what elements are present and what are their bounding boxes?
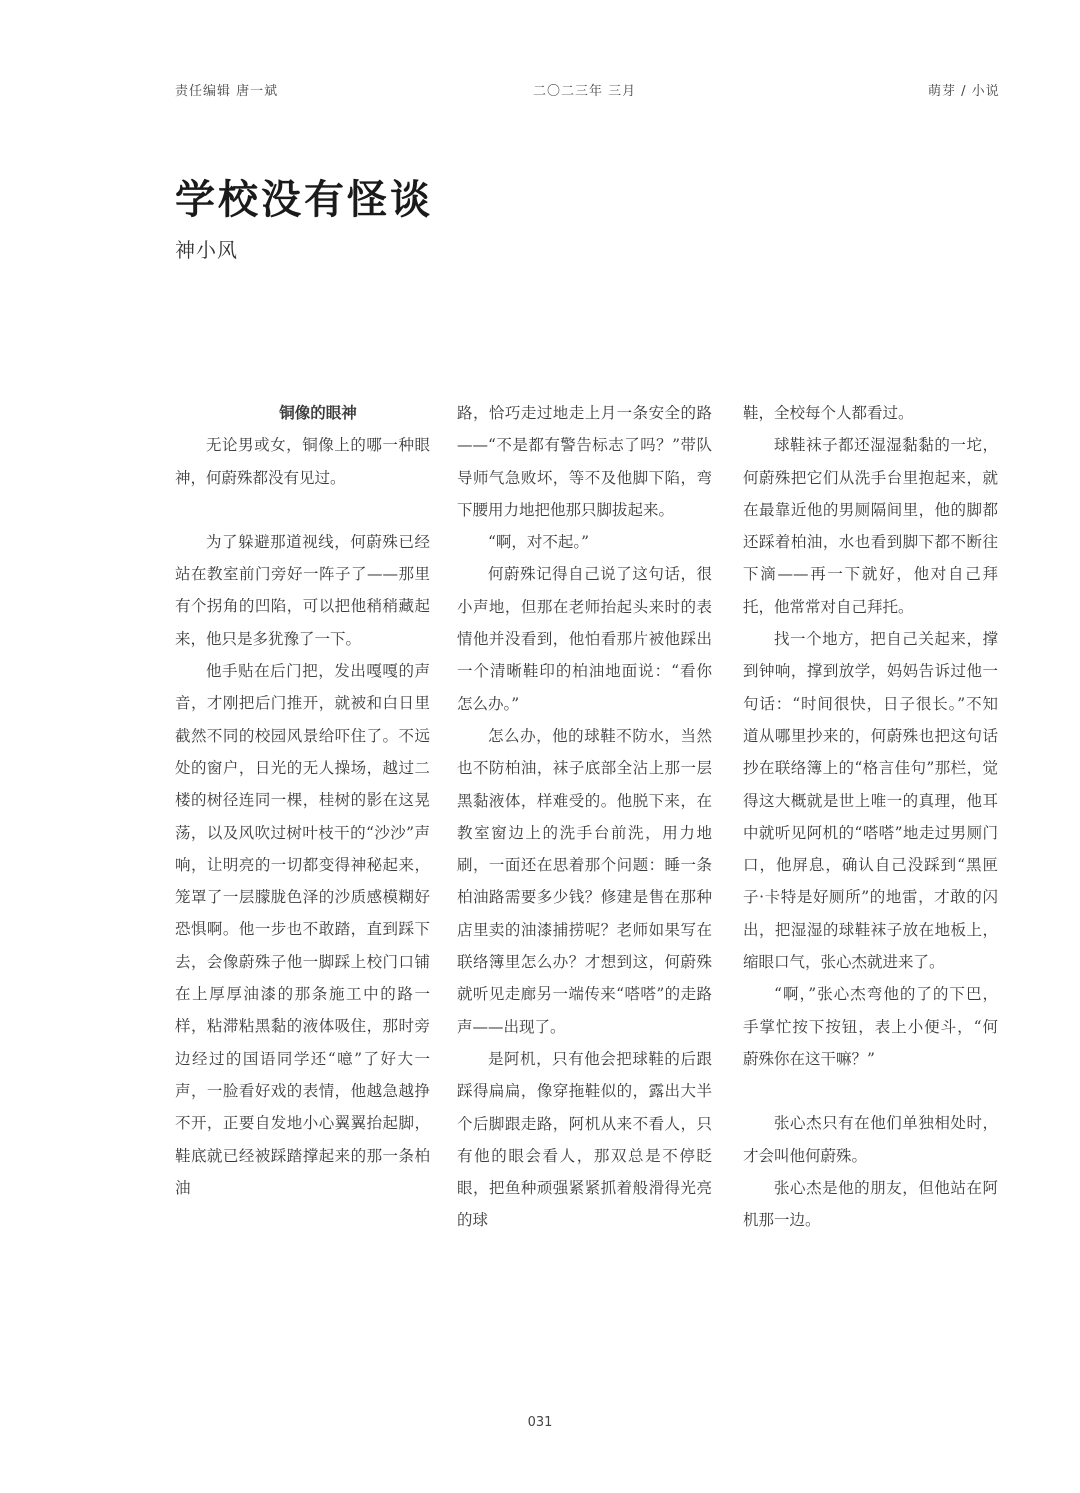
paragraph: 他手贴在后门把，发出嘎嘎的声音，才刚把后门推开，就被和白日里截然不同的校园风景给吓住了。不远处的窗户，日光的无人操场，越过二楼的树径连同一棵，桂树的影在这晃荡，以及风吹过树叶枝干的“沙沙”声响，让明亮的一切都变得神秘起来，笼罩了一层朦胧色泽的沙质感模糊好恐惧啊。他一步也不敢踏，直到踩下去，会像蔚殊子他一脚踩上校门口铺在上厚厚油漆的那条施工中的路一样，粘滞粘黑黏的液体吸住，那时旁边经过的国语同学还“噫”了好大一声，一脸看好戏的表情，他越急越挣不开，正要自发地小心翼翼抬起脚，鞋底就已经被踩踏撑起来的那一条柏油 [175,662,430,1197]
article-author: 神小风 [175,238,238,262]
section-heading: 铜像的眼神 [279,403,357,422]
paragraph: 球鞋袜子都还湿湿黏黏的一坨，何蔚殊把它们从洗手台里抱起来，就在最靠近他的男厕隔间里，他的脚都还踩着柏油，水也看到脚下都不断往下滴——再一下就好，他对自己拜托，他常常对自己拜托。 [743,436,998,616]
paragraph: 是阿机，只有他会把球鞋的后跟踩得扁扁，像穿拖鞋似的，露出大半个后脚跟走路，阿机从来不看人，只有他的眼会看人，那双总是不停眨眼，把鱼种顽强紧紧抓着般滑得光亮的球 [457,1049,712,1230]
paragraph: 路，恰巧走过地走上月一条安全的路——“不是都有警告标志了吗？”带队导师气急败坏，等不及他脚下陷，弯下腰用力地把他那只脚拔起来。 [457,404,712,519]
paragraph: 鞋，全校每个人都看过。 [743,404,914,422]
paragraph: 找一个地方，把自己关起来，撑到钟响，撑到放学，妈妈告诉过他一句话：“时间很快，日子很长。”不知道从哪里抄来的，何蔚殊也把这句话抄在联络簿上的“格言佳句”那栏，觉得这大概就是世上唯一的真理，他耳中就听见阿机的“嗒嗒”地走过男厕门口，他屏息，确认自己没踩到“黑匣子·卡特是好厕所”的地雷，才敢的闪出，把湿湿的球鞋袜子放在地板上，缩眼口气，张心杰就进来了。 [743,630,998,972]
paragraph: 为了躲避那道视线，何蔚殊已经站在教室前门旁好一阵子了——那里有个拐角的凹陷，可以把他稍稍藏起来，他只是多犹豫了一下。 [175,532,430,648]
text-column-1 [175,397,430,1204]
paragraph: 张心杰是他的朋友，但他站在阿机那一边。 [743,1178,998,1230]
text-column-3 [743,397,998,1236]
article-title: 学校没有怪谈 [175,176,433,223]
editor-credit: 责任编辑 唐一斌 [175,84,279,99]
paragraph: “啊，”张心杰弯他的了的下巴，手掌忙按下按钮，表上小便斗，“何蔚殊你在这干嘛？” [743,985,998,1068]
text-column-2 [457,397,712,1237]
paragraph: “啊，对不起。” [488,533,590,552]
paragraph: 张心杰只有在他们单独相处时，才会叫他何蔚殊。 [743,1114,998,1165]
issue-date: 二〇二三年 三月 [533,84,637,99]
paragraph: 何蔚殊记得自己说了这句话，很小声地，但那在老师抬起头来时的表情他并没看到，他怕看那片被他踩出一个清晰鞋印的柏油地面说：“看你怎么办。” [457,565,712,713]
page-number: 031 [527,1415,553,1430]
paragraph: 无论男或女，铜像上的哪一种眼神，何蔚殊都没有见过。 [175,436,430,487]
section-label: 萌芽 / 小说 [928,84,1000,99]
paragraph: 怎么办，他的球鞋不防水，当然也不防柏油，袜子底部全沾上那一层黑黏液体，样难受的。他脱下来，在教室窗边上的洗手台前洗，用力地刷，一面还在思着那个问题：睡一条柏油路需要多少钱？修建是售在那种店里卖的油漆捕捞呢？老师如果写在联络簿里怎么办？才想到这，何蔚殊就听见走廊另一端传来“嗒嗒”的走路声——出现了。 [457,726,712,1036]
